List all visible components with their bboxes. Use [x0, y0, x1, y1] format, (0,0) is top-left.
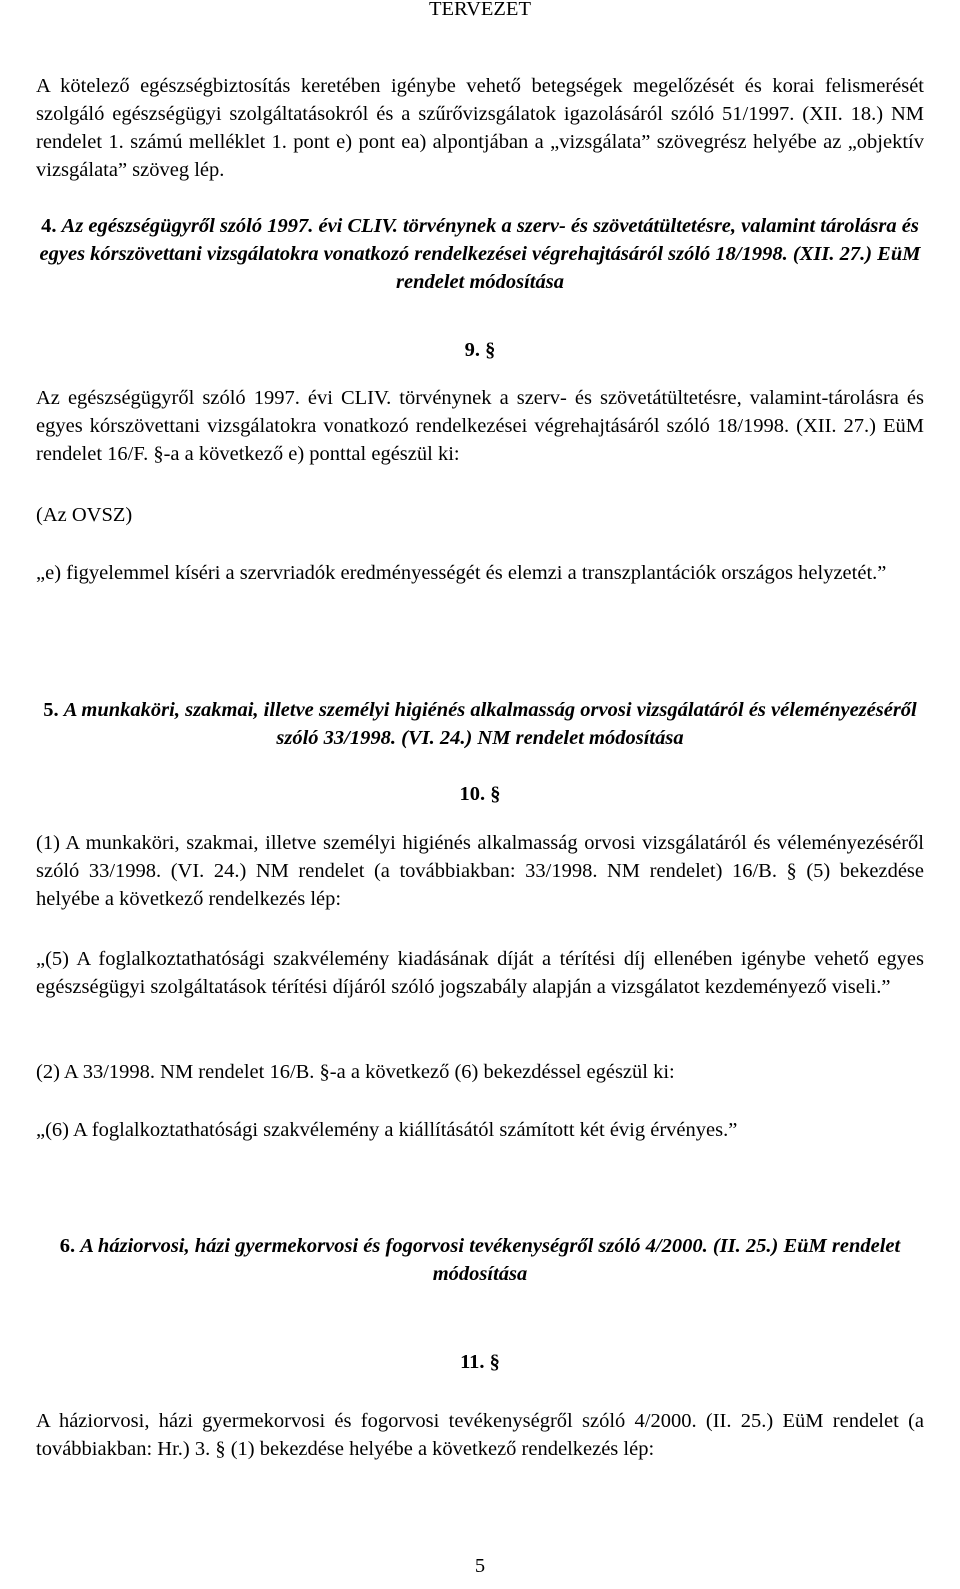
page-number: 5	[474, 1555, 486, 1577]
section-6-number: 6.	[59, 1235, 76, 1257]
section-5-heading	[36, 696, 924, 752]
paragraph-11-text: A háziorvosi, házi gyermekorvosi és fogorvosi tevékenységről szóló 4/2000. (II. 25.) EüM rendelet (a továbbiakban: Hr.) 3. § (1) bekezdése helyébe a következő rendelkezés lép:	[36, 1410, 924, 1460]
paragraph-10-quote-6: „(6) A foglalkoztathatósági szakvélemény a kiállításától számított két évig érvényes.”	[36, 1119, 738, 1141]
section-4-number: 4.	[41, 215, 57, 237]
paragraph-9-text: Az egészségügyről szóló 1997. évi CLIV. törvénynek a szerv- és szövetátültetésre, valamint-tárolásra és egyes kórszövettani vizsgálatokra vonatkozó rendelkezései végrehajtásáról szóló 18/1998. (XII. 27.) EüM rendelet 16/F. §-a a következő e) ponttal egészül ki:	[36, 387, 924, 465]
section-4-heading	[36, 212, 924, 296]
paragraph-9-point-e: „e) figyelemmel kíséri a szervriadók eredményességét és elemzi a transzplantációk országos helyzetét.”	[36, 562, 887, 584]
section-6-heading	[36, 1232, 924, 1288]
paragraph-9-number: 9. §	[464, 339, 496, 361]
paragraph-10-subsection-1: (1) A munkaköri, szakmai, illetve személyi higiénés alkalmasság orvosi vizsgálatáról és véleményezéséről szóló 33/1998. (VI. 24.) NM rendelet (a továbbiakban: 33/1998. NM rendelet) 16/B. § (5) bekezdése helyébe a következő rendelkezés lép:	[36, 832, 924, 910]
section-6-title: A háziorvosi, házi gyermekorvosi és fogorvosi tevékenységről szóló 4/2000. (II. 25.) EüM rendelet módosítása	[80, 1235, 901, 1285]
paragraph-10-number: 10. §	[459, 783, 501, 805]
paragraph-11-number: 11. §	[460, 1351, 500, 1373]
paragraph-10-quote-5: „(5) A foglalkoztathatósági szakvélemény kiadásának díját a térítési díj ellenében igénybe vehető egyes egészségügyi szolgáltatások térítési díjáról szóló jogszabály alapján a vizsgálatot kezdeményező viseli.”	[36, 948, 924, 998]
section-4-title: Az egészségügyről szóló 1997. évi CLIV. törvénynek a szerv- és szövetátültetésre, valamint tárolásra és egyes kórszövettani vizsgálatokra vonatkozó rendelkezései végrehajtásáról szóló 18/1998. (XII. 27.) EüM rendelet módosítása	[39, 215, 921, 293]
section-5-number: 5.	[43, 699, 59, 721]
section-5-title: A munkaköri, szakmai, illetve személyi higiénés alkalmasság orvosi vizsgálatáról és véleményezéséről szóló 33/1998. (VI. 24.) NM rendelet módosítása	[63, 699, 917, 749]
ovsz-label: (Az OVSZ)	[36, 504, 133, 526]
draft-header: TERVEZET	[429, 0, 531, 20]
intro-paragraph: A kötelező egészségbiztosítás keretében igénybe vehető betegségek megelőzését és korai felismerését szolgáló egészségügyi szolgáltatásokról és a szűrővizsgálatok igazolásáról szóló 51/1997. (XII. 18.) NM rendelet 1. számú melléklet 1. pont e) pont ea) alpontjában a „vizsgálata” szövegrész helyébe az „objektív vizsgálata” szöveg lép.	[36, 75, 924, 181]
paragraph-10-subsection-2: (2) A 33/1998. NM rendelet 16/B. §-a a következő (6) bekezdéssel egészül ki:	[36, 1061, 675, 1083]
